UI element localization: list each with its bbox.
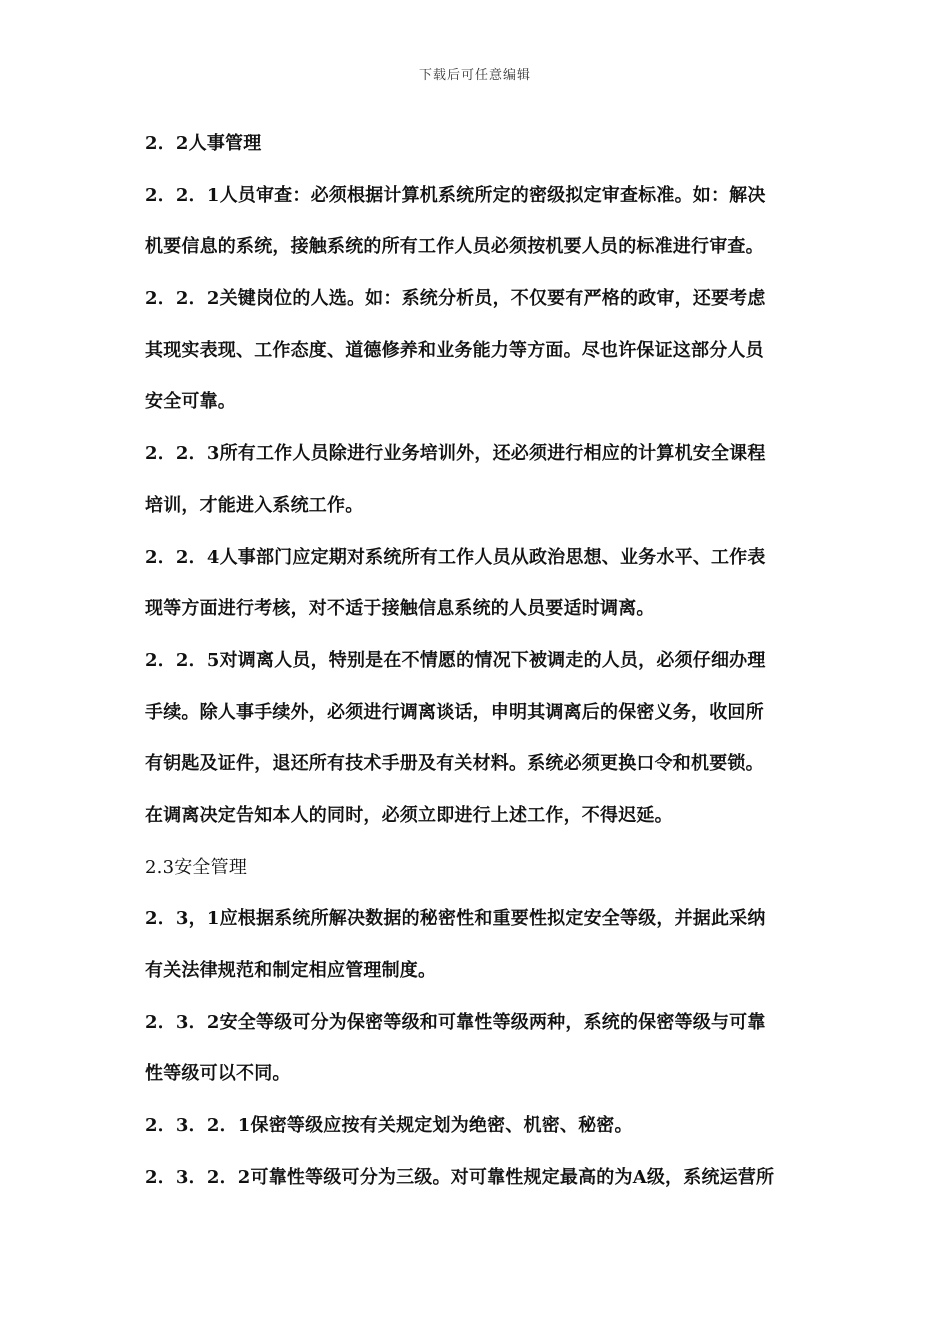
- paragraph-line: 性等级可以不同。: [145, 1063, 291, 1085]
- paragraph-line: 有钥匙及证件，退还所有技术手册及有关材料。系统必须更换口令和机要锁。: [145, 753, 764, 775]
- page-header: 下载后可任意编辑: [418, 68, 531, 83]
- section-heading-2-2: 2．2人事管理: [145, 133, 262, 154]
- paragraph-line: 2．3，1应根据系统所解决数据的秘密性和重要性拟定安全等级，并据此采纳: [145, 908, 766, 930]
- paragraph-line: 机要信息的系统，接触系统的所有工作人员必须按机要人员的标准进行审查。: [145, 236, 764, 258]
- paragraph-line: 2．3．2．1保密等级应按有关规定划为绝密、机密、秘密。: [145, 1115, 633, 1137]
- paragraph-line: 培训，才能进入系统工作。: [145, 494, 364, 516]
- paragraph-line: 手续。除人事手续外，必须进行调离谈话，申明其调离后的保密义务，收回所: [145, 701, 764, 723]
- paragraph-line: 其现实表现、工作态度、道德修养和业务能力等方面。尽也许保证这部分人员: [145, 339, 764, 361]
- section-heading-2-3: 2.3安全管理: [145, 856, 248, 878]
- paragraph-line: 2．3．2安全等级可分为保密等级和可靠性等级两种，系统的保密等级与可靠: [145, 1011, 766, 1033]
- paragraph-line: 有关法律规范和制定相应管理制度。: [145, 960, 437, 981]
- paragraph-line: 2．2．3所有工作人员除进行业务培训外，还必须进行相应的计算机安全课程: [145, 443, 766, 465]
- paragraph-line: 2．2．4人事部门应定期对系统所有工作人员从政治思想、业务水平、工作表: [145, 546, 766, 568]
- paragraph-line: 现等方面进行考核，对不适于接触信息系统的人员要适时调离。: [145, 598, 655, 620]
- paragraph-line: 在调离决定告知本人的同时，必须立即进行上述工作，不得迟延。: [145, 804, 673, 826]
- paragraph-line: 安全可靠。: [145, 391, 236, 413]
- document-body: [145, 118, 810, 1203]
- paragraph-line: 2．3．2．2可靠性等级可分为三级。对可靠性规定最高的为A级，系统运营所: [145, 1166, 775, 1188]
- paragraph-line: 2．2．5对调离人员，特别是在不情愿的情况下被调走的人员，必须仔细办理: [145, 649, 766, 671]
- paragraph-line: 2．2．1人员审查：必须根据计算机系统所定的密级拟定审查标准。如：解决: [145, 184, 766, 206]
- paragraph-line: 2．2．2关键岗位的人选。如：系统分析员，不仅要有严格的政审，还要考虑: [145, 288, 766, 310]
